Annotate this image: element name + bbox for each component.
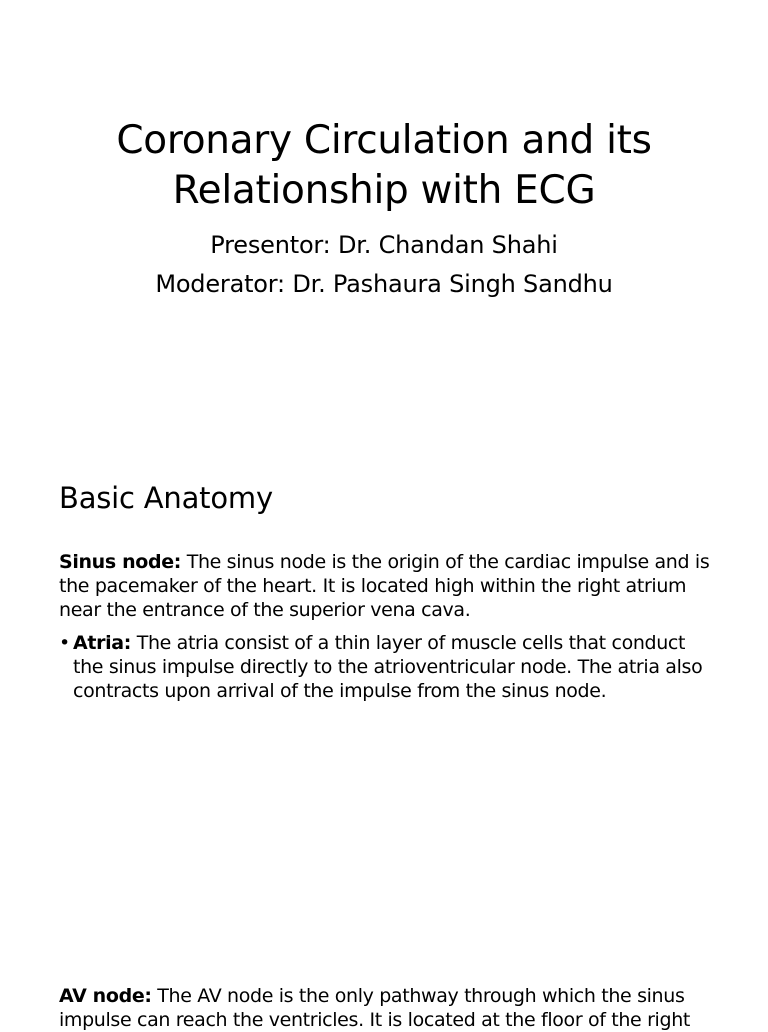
atria-paragraph	[73, 631, 719, 703]
section-heading: Basic Anatomy	[59, 481, 273, 515]
atria-text: The atria consist of a thin layer of muscle cells that conduct the sinus impulse directly to the atrioventricular node. The atria also contracts upon arrival of the impulse from the sinus node.	[73, 632, 703, 702]
atria-label: Atria:	[73, 632, 131, 654]
presentation-title: Coronary Circulation and its Relationship with ECG	[116, 118, 652, 213]
sinus-node-label: Sinus node:	[59, 551, 181, 573]
title-slide	[0, 0, 768, 440]
sinus-node-paragraph	[59, 550, 719, 622]
content-slide	[0, 440, 768, 1031]
sinus-node-text: The sinus node is the origin of the cardiac impulse and is the pacemaker of the heart. It is located high within the right atrium near the entrance of the superior vena cava.	[59, 551, 710, 621]
presenter-line: Presentor: Dr. Chandan Shahi	[210, 231, 558, 259]
bullet-icon: •	[59, 632, 70, 654]
av-node-label: AV node:	[59, 985, 152, 1007]
av-node-text: The AV node is the only pathway through which the sinus impulse can reach the ventricles. It is located at the floor of the right	[59, 985, 690, 1031]
moderator-line: Moderator: Dr. Pashaura Singh Sandhu	[155, 270, 613, 298]
atria-bullet-item	[59, 631, 719, 703]
av-node-paragraph	[59, 984, 719, 1032]
